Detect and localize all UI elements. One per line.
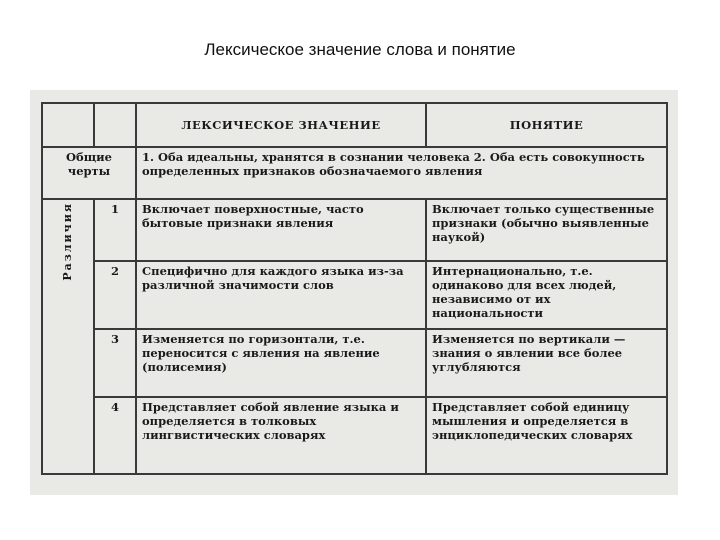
comparison-table [41, 102, 668, 475]
header-concept: ПОНЯТИЕ [426, 103, 667, 147]
table-header-row [42, 103, 667, 147]
row-lexical-text: Включает поверхностные, часто бытовые признаки явления [136, 199, 426, 261]
table-row [42, 397, 667, 474]
slide-title: Лексическое значение слова и понятие [204, 40, 516, 59]
table-row [42, 199, 667, 261]
common-features-text: 1. Оба идеальны, хранятся в сознании человека 2. Оба есть совокупность определенных признаков обозначаемого явления [136, 147, 667, 199]
row-number: 4 [94, 397, 136, 474]
row-concept-text: Интернационально, т.е. одинаково для всех людей, независимо от их национальности [426, 261, 667, 329]
header-lexical-meaning: ЛЕКСИЧЕСКОЕ ЗНАЧЕНИЕ [136, 103, 426, 147]
table-row [42, 329, 667, 397]
header-empty-cell [94, 103, 136, 147]
header-empty-cell [42, 103, 94, 147]
table-row [42, 261, 667, 329]
row-number: 1 [94, 199, 136, 261]
row-lexical-text: Специфично для каждого языка из-за различной значимости слов [136, 261, 426, 329]
row-number: 2 [94, 261, 136, 329]
differences-label: Различия [61, 202, 74, 281]
differences-label-cell [42, 199, 94, 474]
common-features-row [42, 147, 667, 199]
row-concept-text: Включает только существенные признаки (обычно выявленные наукой) [426, 199, 667, 261]
row-number: 3 [94, 329, 136, 397]
row-lexical-text: Изменяется по горизонтали, т.е. переносится с явления на явление (полисемия) [136, 329, 426, 397]
row-lexical-text: Представляет собой явление языка и определяется в толковых лингвистических словарях [136, 397, 426, 474]
common-features-label: Общие черты [42, 147, 136, 199]
row-concept-text: Представляет собой единицу мышления и определяется в энциклопедических словарях [426, 397, 667, 474]
row-concept-text: Изменяется по вертикали — знания о явлении все более углубляются [426, 329, 667, 397]
